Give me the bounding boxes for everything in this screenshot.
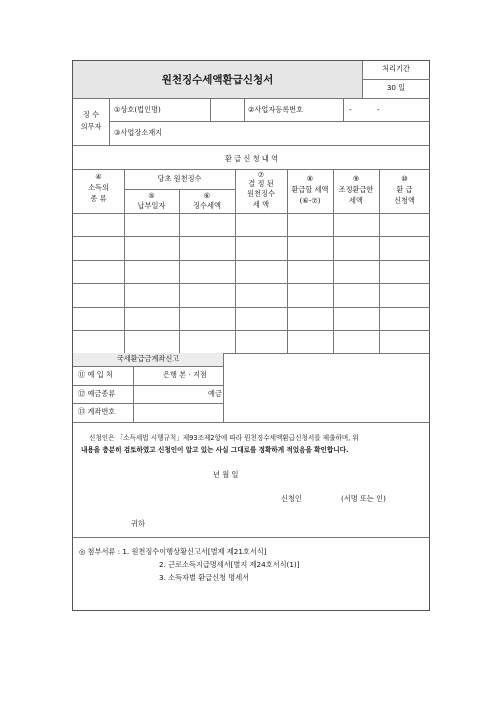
col-adjusted-refund-line1: 조정환급한 — [338, 185, 374, 194]
form-title: 원천징수세액환급신청서 — [161, 74, 274, 86]
bank-label: ⑪ 예 입 처 — [78, 370, 113, 379]
refund-application-form — [72, 60, 430, 611]
business-reg-no-field[interactable] — [344, 99, 430, 120]
attachments-item2: 2. 근로소득지급명세서[별지 제24호서식(1)] — [159, 560, 300, 569]
details-section-title: 환 급 신 청 내 역 — [224, 154, 279, 163]
business-reg-no-label: ②사업자등록번호 — [248, 105, 304, 114]
col-determined-tax-line3: 세 액 — [252, 200, 270, 209]
bank-value[interactable]: 은행 본 · 지점 — [163, 370, 207, 379]
refund-account-title: 국세환급금계좌신고 — [116, 354, 180, 363]
attachments-item1: ◎ 첨부서류 : 1. 원천징수이행상황신고서[별제 제21호서식] — [79, 547, 267, 556]
declaration-date[interactable]: 년 월 일 — [213, 470, 239, 479]
company-name-label: ①상호(법인명) — [114, 105, 161, 114]
col-income-type-line1: 소득의 — [88, 183, 109, 192]
account-type-label: ⑫ 예금종류 — [78, 389, 116, 398]
detail-row-6[interactable] — [73, 331, 430, 353]
col-adjusted-refund-number: ⑨ — [352, 174, 360, 183]
signature-placeholder[interactable]: (서명 또는 인) — [341, 494, 386, 503]
col-payment-date-number: ⑤ — [148, 191, 155, 200]
account-number-label: ⑬ 계좌번호 — [78, 407, 116, 416]
detail-row-4[interactable] — [73, 284, 430, 306]
col-payment-date-label: 납부일자 — [137, 201, 166, 210]
business-address-label: ③사업장소재지 — [114, 128, 163, 137]
addressee-label: 귀하 — [131, 519, 145, 528]
detail-row-5[interactable] — [73, 308, 430, 330]
detail-row-2[interactable] — [73, 237, 430, 259]
col-refund-request-number: ⑩ — [401, 174, 408, 183]
col-withheld-tax-label: 징수세액 — [193, 201, 221, 210]
col-refundable-tax-line2: (⑥-⑦) — [299, 196, 321, 205]
col-refundable-tax-number: ⑧ — [306, 174, 314, 183]
processing-period-value: 30 일 — [386, 83, 406, 92]
processing-period-label: 처리기간 — [382, 64, 410, 73]
col-original-withholding-group: 당초 원천징수 — [157, 174, 202, 183]
col-determined-tax-line2: 원천징수 — [247, 189, 275, 198]
col-refund-request-line2: 신청액 — [394, 196, 415, 205]
account-number-field[interactable] — [134, 404, 222, 421]
detail-row-3[interactable] — [73, 261, 430, 283]
col-income-type-number: ④ — [95, 172, 102, 181]
col-adjusted-refund-line2: 세액 — [349, 196, 363, 205]
col-refundable-tax-line1: 환급할 세액 — [291, 185, 329, 194]
declaration-line1: 신청인은 「소득세법 시행규칙」제93조제2항에 따라 원천징수세액환급신청서를 제출하며, 위 — [89, 434, 359, 442]
agent-label-line2: 의무자 — [80, 122, 102, 131]
reg-no-separator-2: - — [377, 105, 380, 114]
col-refund-request-line1: 환 급 — [396, 185, 413, 194]
reg-no-separator-1: - — [349, 105, 352, 114]
detail-row-1[interactable] — [73, 214, 430, 236]
account-type-value[interactable]: 예금 — [208, 389, 222, 398]
attachments-item3: 3. 소득자별 환급신청 명세서 — [159, 573, 250, 582]
col-determined-tax-line1: 결 정 된 — [248, 179, 274, 188]
col-income-type-line2: 종 류 — [90, 194, 107, 203]
applicant-label: 신청인 — [281, 494, 302, 503]
agent-label-line1: 징 수 — [82, 110, 100, 119]
col-determined-tax-number: ⑦ — [257, 170, 265, 179]
col-withheld-tax-number: ⑥ — [203, 191, 211, 200]
company-name-field[interactable] — [211, 99, 243, 120]
business-address-field[interactable] — [178, 122, 430, 144]
declaration-line2: 내용을 충분히 검토하였고 신청인이 알고 있는 사실 그대로를 정확하게 적었음을 확인합니다. — [81, 446, 349, 454]
